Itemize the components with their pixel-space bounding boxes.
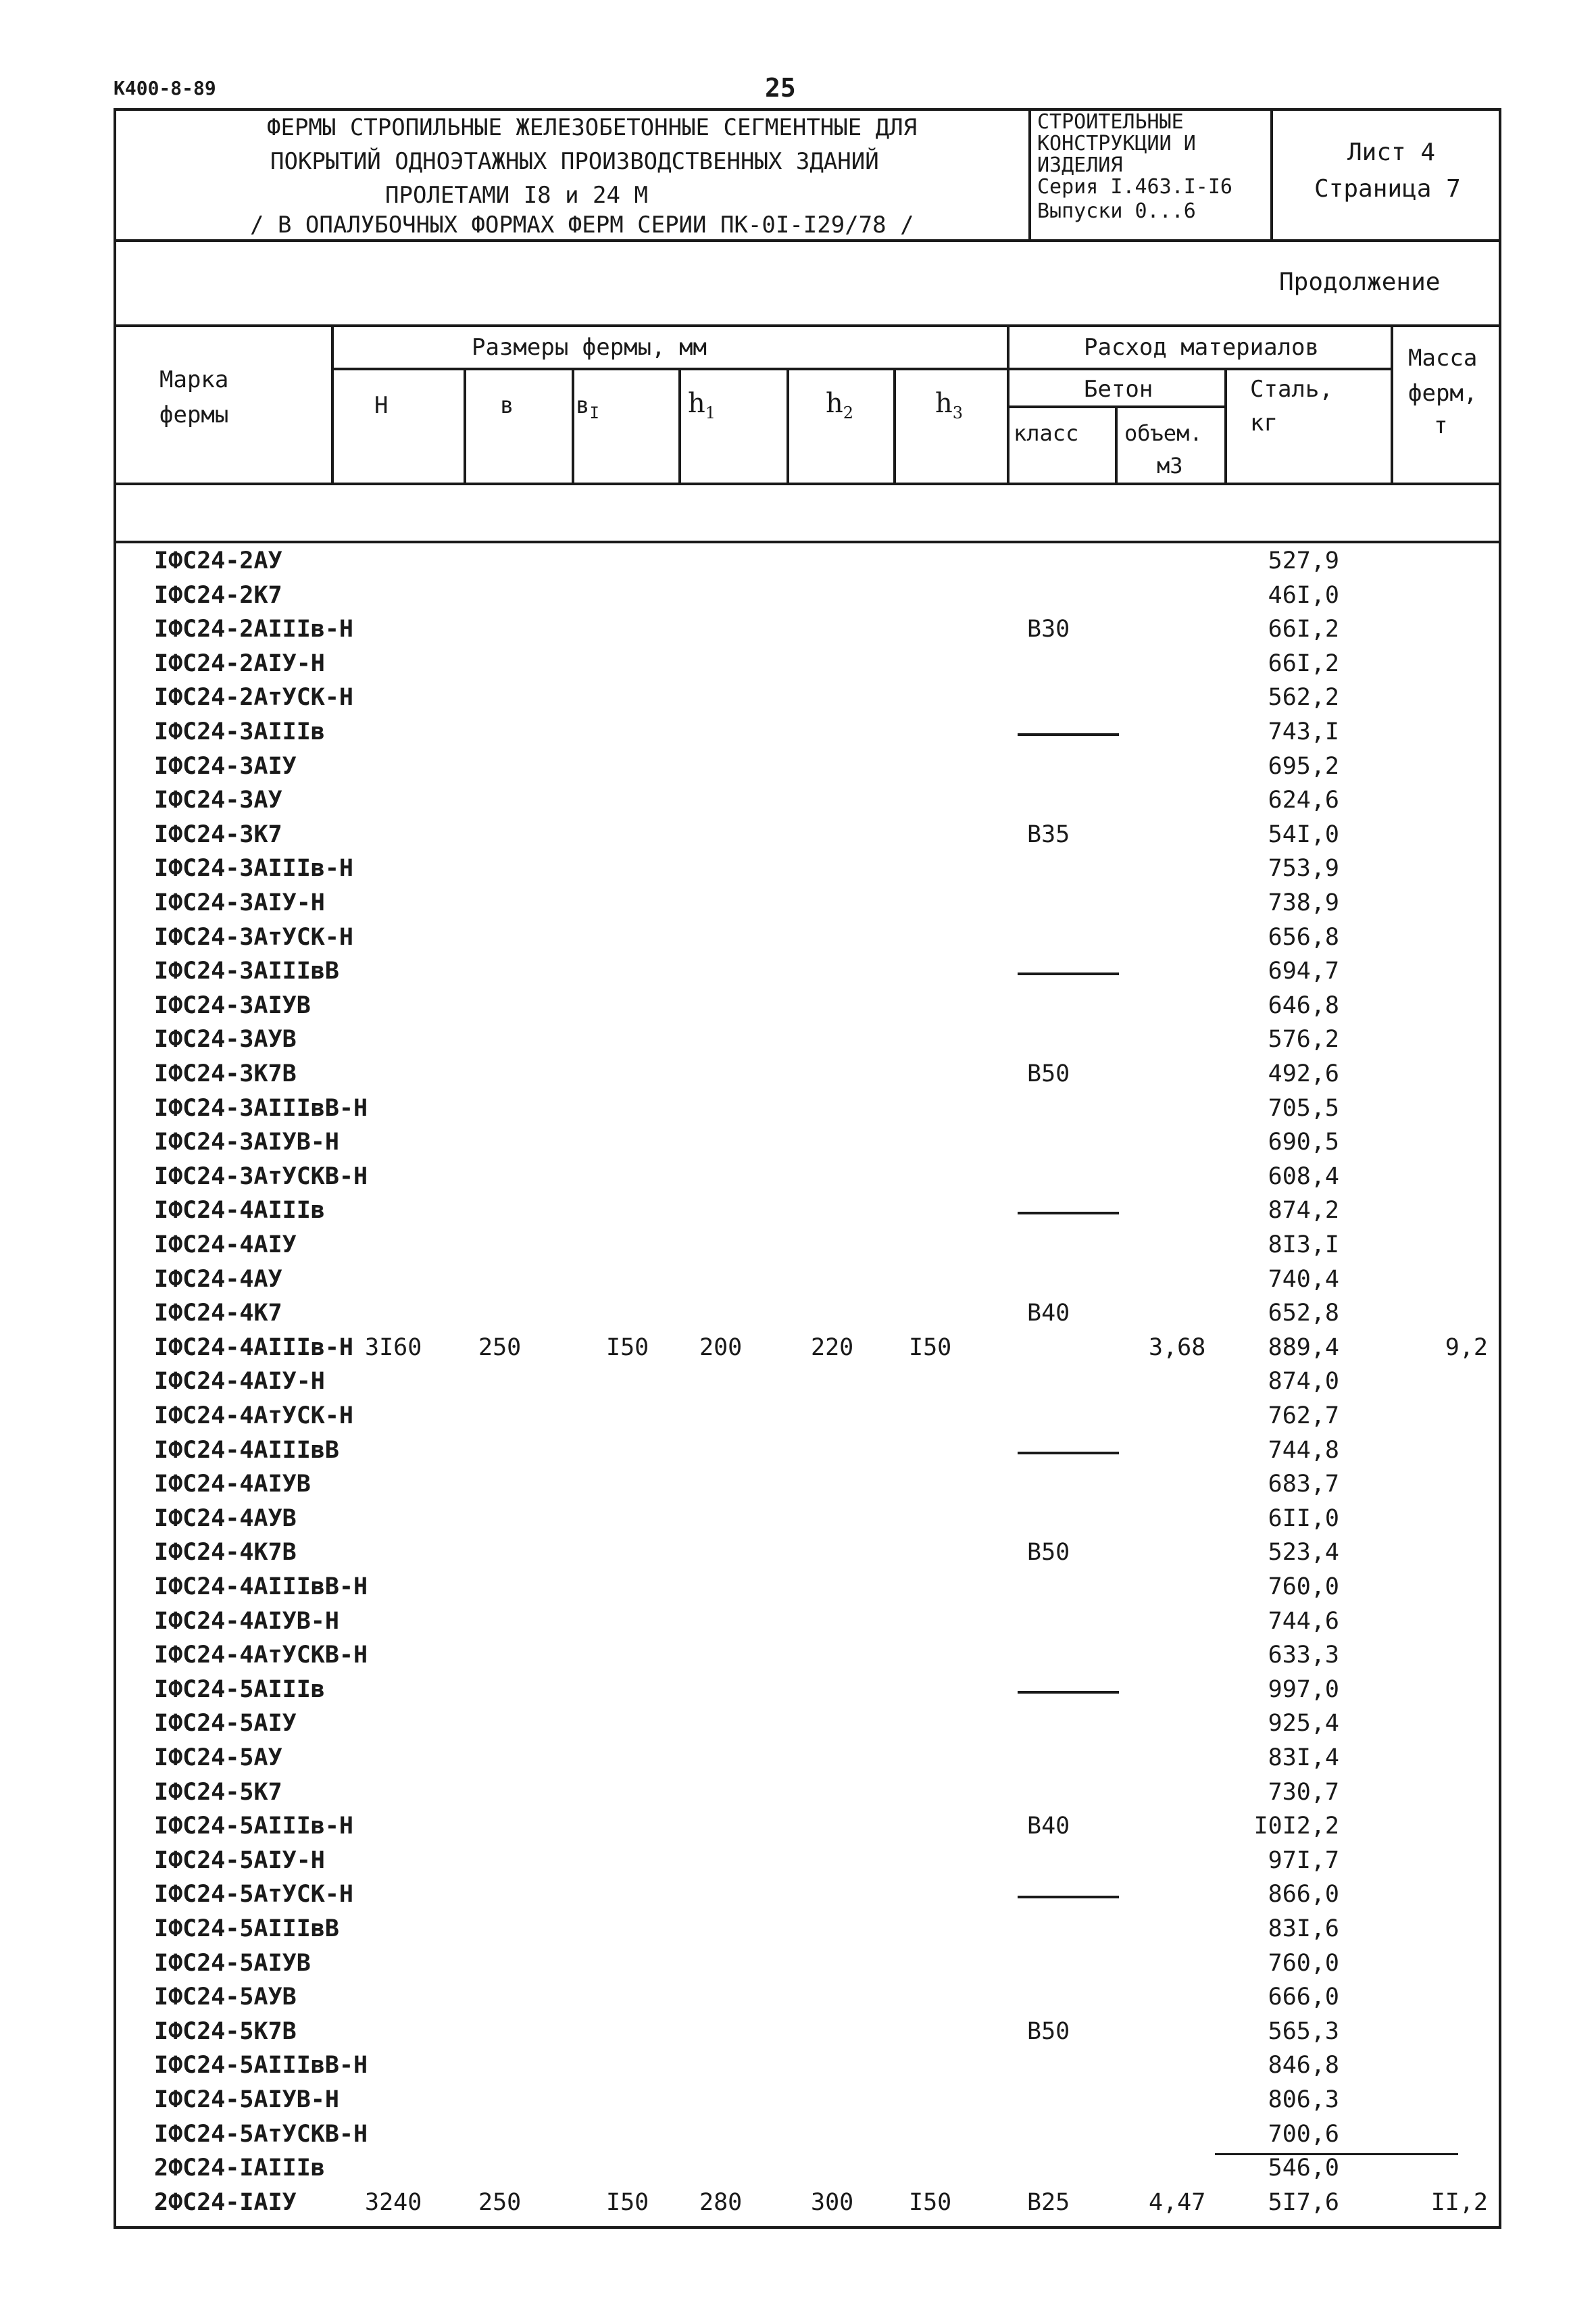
cell-steel: 997,0 <box>1268 1675 1339 1703</box>
cell-mark: IФС24-4АIIIвВ <box>154 1436 339 1464</box>
cell-steel: 546,0 <box>1268 2155 1339 2182</box>
table-row <box>0 2086 1596 2120</box>
sheet-number: Лист 4 <box>1347 139 1436 166</box>
cell-mark: IФС24-3АУ <box>154 787 282 814</box>
table-row <box>0 1266 1596 1300</box>
header-H: Н <box>374 392 389 419</box>
cell-steel: 66I,2 <box>1268 616 1339 643</box>
concrete-class-dash <box>1018 973 1119 975</box>
cell-steel: 8I3,I <box>1268 1231 1339 1258</box>
cell-mass: II,2 <box>1430 2188 1488 2216</box>
title-line-3: ПРОЛЕТАМИ I8 и 24 М <box>385 182 648 209</box>
cell-mark: IФС24-2АУ <box>154 547 282 574</box>
table-row <box>0 1060 1596 1094</box>
header-steel-2: кг <box>1250 410 1278 437</box>
header-steel-1: Сталь, <box>1250 376 1333 403</box>
cell-mark: IФС24-5АУВ <box>154 1984 297 2011</box>
cell-mark: IФС24-3АIУВ <box>154 991 311 1019</box>
cell-mark: IФС24-5АIУ-Н <box>154 1846 325 1874</box>
cell-b1: I50 <box>606 2188 649 2216</box>
table-row <box>0 958 1596 991</box>
cell-mark: IФС24-5АIIIвВ <box>154 1915 339 1942</box>
cell-steel: 806,3 <box>1268 2086 1339 2113</box>
cell-mark: IФС24-5К7В <box>154 2017 297 2045</box>
cell-steel: 740,4 <box>1268 1265 1339 1293</box>
header-h2-main: h <box>826 388 843 419</box>
table-row <box>0 1676 1596 1710</box>
cell-cls: В25 <box>1027 2188 1070 2216</box>
cell-mark: IФС24-5К7 <box>154 1778 282 1806</box>
cell-steel: 6II,0 <box>1268 1504 1339 1532</box>
cell-steel: 744,6 <box>1268 1607 1339 1635</box>
cell-steel: 738,9 <box>1268 889 1339 916</box>
cell-steel: 846,8 <box>1268 2052 1339 2079</box>
cell-mark: IФС24-5АIIIвВ-Н <box>154 2052 368 2079</box>
table-row <box>0 2018 1596 2052</box>
cell-steel: 753,9 <box>1268 855 1339 883</box>
cell-steel: 646,8 <box>1268 991 1339 1019</box>
page-number: 25 <box>765 73 796 103</box>
table-row <box>0 1950 1596 1984</box>
cell-steel: 760,0 <box>1268 1573 1339 1600</box>
table-row <box>0 1710 1596 1744</box>
cell-steel: 874,0 <box>1268 1368 1339 1396</box>
table-row <box>0 1642 1596 1675</box>
table-row <box>0 684 1596 718</box>
cell-steel: 46I,0 <box>1268 581 1339 609</box>
cell-mark: 2ФС24-IАIУ <box>154 2188 297 2216</box>
header-dimensions: Размеры фермы, мм <box>472 334 707 361</box>
header-h2 <box>826 388 853 422</box>
cell-mark: IФС24-3АУВ <box>154 1026 297 1054</box>
cell-h1: 200 <box>699 1333 743 1361</box>
header-materials: Расход материалов <box>1084 334 1319 361</box>
table-row <box>0 992 1596 1026</box>
cell-steel: 730,7 <box>1268 1778 1339 1806</box>
cell-cls: В40 <box>1027 1813 1070 1840</box>
title-line-4: / В ОПАЛУБОЧНЫХ ФОРМАХ ФЕРМ СЕРИИ ПК-0I-I29/78 / <box>250 212 914 239</box>
concrete-class-dash <box>1018 1452 1119 1454</box>
cell-mark: IФС24-4АУ <box>154 1265 282 1293</box>
cell-H: 3I60 <box>365 1333 422 1361</box>
table-row <box>0 787 1596 820</box>
cell-mark: IФС24-4АIУ <box>154 1231 297 1258</box>
table-row <box>0 1437 1596 1471</box>
cell-steel: 83I,6 <box>1268 1915 1339 1942</box>
table-row <box>0 1163 1596 1197</box>
concrete-class-dash <box>1018 1691 1119 1694</box>
title-line-2: ПОКРЫТИЙ ОДНОЭТАЖНЫХ ПРОИЗВОДСТВЕННЫХ ЗДАНИЙ <box>270 148 879 175</box>
cell-steel: 576,2 <box>1268 1026 1339 1054</box>
cell-mark: IФС24-3АIУ <box>154 752 297 780</box>
cell-vol: 3,68 <box>1149 1333 1206 1361</box>
cell-mark: IФС24-2АIУ-Н <box>154 649 325 677</box>
cell-b: 250 <box>478 1333 522 1361</box>
cell-h1: 280 <box>699 2188 743 2216</box>
table-row <box>0 1402 1596 1436</box>
cell-mark: IФС24-5АIIIв <box>154 1675 325 1703</box>
series-line-3: ИЗДЕЛИЯ <box>1037 153 1123 177</box>
header-mass-3: т <box>1434 412 1448 439</box>
cell-steel: 744,8 <box>1268 1436 1339 1464</box>
cell-steel: 889,4 <box>1268 1333 1339 1361</box>
cell-mark: IФС24-5АтУСКВ-Н <box>154 2120 368 2148</box>
table-row <box>0 1608 1596 1642</box>
cell-steel: 523,4 <box>1268 1539 1339 1567</box>
table-row <box>0 1095 1596 1129</box>
document-code: К400-8-89 <box>114 77 216 99</box>
table-row <box>0 1881 1596 1915</box>
table-row <box>0 1197 1596 1231</box>
cell-steel: 743,I <box>1268 718 1339 745</box>
cell-mark: IФС24-4АIIIв-Н <box>154 1333 354 1361</box>
cell-steel: 866,0 <box>1268 1881 1339 1909</box>
cell-cls: В50 <box>1027 2017 1070 2045</box>
header-h1-sub: 1 <box>705 403 716 422</box>
cell-mark: IФС24-4АтУСК-Н <box>154 1402 354 1429</box>
table-row <box>0 1915 1596 1949</box>
cell-mark: IФС24-3АтУСК-Н <box>154 923 354 951</box>
cell-steel: 666,0 <box>1268 1984 1339 2011</box>
cell-steel: I0I2,2 <box>1253 1813 1339 1840</box>
table-row <box>0 2189 1596 2223</box>
table-row <box>0 1300 1596 1333</box>
cell-mark: IФС24-3К7 <box>154 820 282 848</box>
header-h3-main: h <box>935 388 953 419</box>
cell-steel: 66I,2 <box>1268 649 1339 677</box>
cell-mark: IФС24-4АIУ-Н <box>154 1368 325 1396</box>
cell-mark: 2ФС24-IАIIIв <box>154 2155 325 2182</box>
cell-steel: 925,4 <box>1268 1710 1339 1738</box>
header-concrete-volume-1: объем. <box>1124 420 1203 446</box>
cell-mark: IФС24-3АIУ-Н <box>154 889 325 916</box>
concrete-class-dash <box>1018 1212 1119 1214</box>
cell-mark: IФС24-3АIIIвВ-Н <box>154 1094 368 1122</box>
table-row <box>0 855 1596 889</box>
continuation-separator <box>114 324 1500 327</box>
header-concrete-volume-2: м3 <box>1157 453 1183 478</box>
table-row <box>0 2155 1596 2188</box>
table-row <box>0 1129 1596 1162</box>
cell-steel: 54I,0 <box>1268 820 1339 848</box>
cell-mark: IФС24-4АУВ <box>154 1504 297 1532</box>
header-h3 <box>935 388 963 422</box>
cell-steel: 608,4 <box>1268 1162 1339 1190</box>
concrete-class-dash <box>1018 1896 1119 1898</box>
continuation-label: Продолжение <box>1279 268 1441 296</box>
cell-mark: IФС24-4АтУСКВ-Н <box>154 1642 368 1669</box>
header-concrete: Бетон <box>1084 376 1153 403</box>
cell-vol: 4,47 <box>1149 2188 1206 2216</box>
table-row <box>0 889 1596 923</box>
table-row <box>0 650 1596 684</box>
cell-mark: IФС24-4АIУВ-Н <box>154 1607 339 1635</box>
cell-cls: В40 <box>1027 1300 1070 1327</box>
table-row <box>0 1847 1596 1881</box>
cell-mark: IФС24-3АIIIвВ <box>154 958 339 985</box>
cell-mass: 9,2 <box>1445 1333 1488 1361</box>
table-row <box>0 1779 1596 1813</box>
cell-steel: 694,7 <box>1268 958 1339 985</box>
cell-steel: 705,5 <box>1268 1094 1339 1122</box>
cell-cls: В35 <box>1027 820 1070 848</box>
header-b1-sub: I <box>589 403 599 422</box>
cell-mark: IФС24-4К7 <box>154 1300 282 1327</box>
cell-steel: 527,9 <box>1268 547 1339 574</box>
header-mark-1: Марка <box>159 366 229 393</box>
table-row <box>0 1539 1596 1573</box>
table-row <box>0 582 1596 616</box>
cell-mark: IФС24-2К7 <box>154 581 282 609</box>
table-row <box>0 1368 1596 1402</box>
table-row <box>0 1471 1596 1504</box>
cell-mark: IФС24-3АIУВ-Н <box>154 1129 339 1156</box>
table-row <box>0 1813 1596 1846</box>
cell-mark: IФС24-5АтУСК-Н <box>154 1881 354 1909</box>
table-row <box>0 924 1596 958</box>
cell-mark: IФС24-2АтУСК-Н <box>154 684 354 712</box>
cell-b1: I50 <box>606 1333 649 1361</box>
cell-steel: 690,5 <box>1268 1129 1339 1156</box>
cell-steel: 700,6 <box>1268 2120 1339 2148</box>
table-row <box>0 753 1596 787</box>
cell-mark: IФС24-3АIIIв-Н <box>154 855 354 883</box>
cell-steel: 5I7,6 <box>1268 2188 1339 2216</box>
header-h1 <box>688 388 716 422</box>
table-row <box>0 2121 1596 2155</box>
table-row <box>0 1231 1596 1265</box>
cell-h3: I50 <box>909 1333 952 1361</box>
cell-H: 3240 <box>365 2188 422 2216</box>
cell-steel: 695,2 <box>1268 752 1339 780</box>
cell-mark: IФС24-2АIIIв-Н <box>154 616 354 643</box>
cell-b: 250 <box>478 2188 522 2216</box>
cell-steel: 656,8 <box>1268 923 1339 951</box>
cell-cls: В30 <box>1027 616 1070 643</box>
table-row <box>0 1334 1596 1368</box>
series-line-5: Выпуски 0...6 <box>1037 199 1196 223</box>
header-mass-1: Масса <box>1408 345 1478 372</box>
cell-steel: 83I,4 <box>1268 1744 1339 1771</box>
title-line-1: ФЕРМЫ СТРОПИЛЬНЫЕ ЖЕЛЕЗОБЕТОННЫЕ СЕГМЕНТНЫЕ ДЛЯ <box>267 114 918 141</box>
cell-mark: IФС24-4АIIIвВ-Н <box>154 1573 368 1600</box>
cell-mark: IФС24-4АIIIв <box>154 1197 325 1225</box>
cell-mark: IФС24-5АIIIв-Н <box>154 1813 354 1840</box>
header-b: в <box>500 392 514 419</box>
header-h1-main: h <box>688 388 705 419</box>
cell-mark: IФС24-4АIУВ <box>154 1471 311 1498</box>
cell-cls: В50 <box>1027 1060 1070 1087</box>
table-row <box>0 1026 1596 1060</box>
table-row <box>0 1573 1596 1607</box>
header-concrete-class: класс <box>1014 420 1079 446</box>
cell-steel: 760,0 <box>1268 1949 1339 1977</box>
cell-cls: В50 <box>1027 1539 1070 1567</box>
cell-steel: 492,6 <box>1268 1060 1339 1087</box>
series-line-2: КОНСТРУКЦИИ И <box>1037 132 1196 155</box>
series-line-4: Серия I.463.I-I6 <box>1037 175 1232 199</box>
cell-mark: IФС24-3К7В <box>154 1060 297 1087</box>
cell-mark: IФС24-5АIУ <box>154 1710 297 1738</box>
table-row <box>0 547 1596 581</box>
cell-steel: 565,3 <box>1268 2017 1339 2045</box>
cell-steel: 633,3 <box>1268 1642 1339 1669</box>
table-row <box>0 2052 1596 2086</box>
cell-steel: 874,2 <box>1268 1197 1339 1225</box>
concrete-class-dash <box>1018 733 1119 736</box>
header-mass-2: ферм, <box>1408 380 1478 407</box>
page-label: Страница 7 <box>1314 175 1461 203</box>
cell-h2: 220 <box>811 1333 854 1361</box>
table-row <box>0 821 1596 855</box>
header-b1-main: в <box>576 392 590 419</box>
table-row <box>0 616 1596 649</box>
header-h3-sub: 3 <box>952 403 964 422</box>
table-row <box>0 1505 1596 1539</box>
table-row <box>0 1984 1596 2017</box>
header-h2-sub: 2 <box>843 403 854 422</box>
series-line-1: СТРОИТЕЛЬНЫЕ <box>1037 110 1184 134</box>
cell-steel: 762,7 <box>1268 1402 1339 1429</box>
cell-mark: IФС24-5АIУВ-Н <box>154 2086 339 2113</box>
cell-mark: IФС24-5АУ <box>154 1744 282 1771</box>
cell-h2: 300 <box>811 2188 854 2216</box>
cell-steel: 97I,7 <box>1268 1846 1339 1874</box>
cell-mark: IФС24-5АIУВ <box>154 1949 311 1977</box>
header-mark-2: фермы <box>159 401 229 428</box>
table-row <box>0 1744 1596 1778</box>
cell-h3: I50 <box>909 2188 952 2216</box>
cell-steel: 562,2 <box>1268 684 1339 712</box>
cell-steel: 652,8 <box>1268 1300 1339 1327</box>
cell-mark: IФС24-4К7В <box>154 1539 297 1567</box>
cell-steel: 683,7 <box>1268 1471 1339 1498</box>
table-row <box>0 718 1596 752</box>
cell-mark: IФС24-3АIIIв <box>154 718 325 745</box>
cell-mark: IФС24-3АтУСКВ-Н <box>154 1162 368 1190</box>
header-b1 <box>576 392 599 422</box>
group-separator <box>1215 2153 1458 2155</box>
cell-steel: 624,6 <box>1268 787 1339 814</box>
